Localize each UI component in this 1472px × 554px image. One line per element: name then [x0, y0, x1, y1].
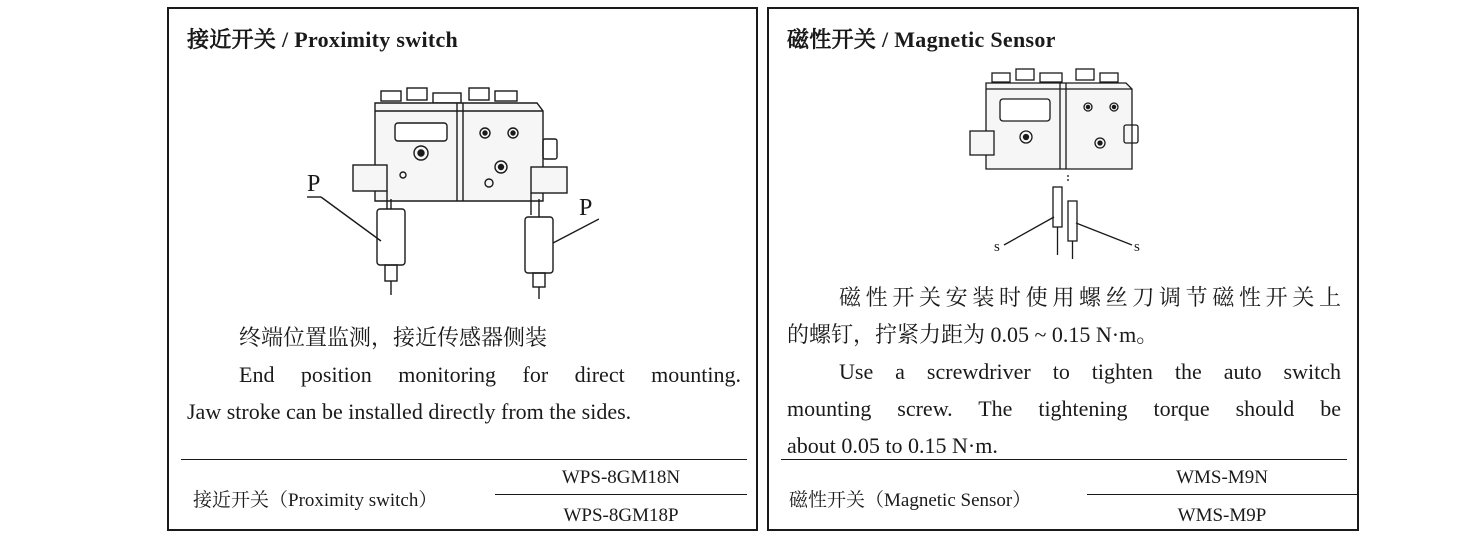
- table-mid-rule: [495, 494, 747, 495]
- description-en-line-2: Jaw stroke can be installed directly from the sides.: [187, 399, 632, 424]
- panel-title: 接近开关 / Proximity switch: [187, 27, 459, 52]
- magnetic-gripper-illustration: [964, 59, 1164, 259]
- callout-s-left: s: [994, 239, 1000, 255]
- description-zh-line-2: 的螺钉，拧紧力距为 0.05 ~ 0.15 N·m。: [787, 322, 1159, 347]
- description: [787, 279, 1341, 464]
- callout-p-right: P: [579, 195, 593, 221]
- table-top-rule: [781, 459, 1347, 460]
- table-mid-rule: [1087, 494, 1357, 495]
- panel-title: 磁性开关 / Magnetic Sensor: [787, 27, 1056, 52]
- description-en-line-1: End position monitoring for direct mounting.: [239, 362, 741, 387]
- model-n: WPS-8GM18N: [561, 467, 681, 488]
- model-p: WPS-8GM18P: [563, 505, 679, 526]
- description: [187, 319, 741, 430]
- description-en-line-3: about 0.05 to 0.15 N·m.: [787, 433, 998, 458]
- description-zh: 终端位置监测，接近传感器侧装: [239, 325, 548, 350]
- model-p: WMS-M9P: [1177, 505, 1267, 526]
- description-zh-line-1: 磁性开关安装时使用螺丝刀调节磁性开关上: [839, 285, 1341, 310]
- table-top-rule: [181, 459, 747, 460]
- callout-s-right: s: [1134, 239, 1140, 255]
- magnetic-sensor-panel: [767, 7, 1359, 531]
- category-label: 磁性开关（Magnetic Sensor）: [789, 490, 1032, 511]
- category-label: 接近开关（Proximity switch）: [193, 490, 438, 511]
- proximity-switch-panel: [167, 7, 758, 531]
- description-en-line-2: mounting screw. The tightening torque should be: [787, 396, 1341, 421]
- callout-p-left: P: [307, 171, 321, 197]
- model-n: WMS-M9N: [1176, 467, 1268, 488]
- description-en-line-1: Use a screwdriver to tighten the auto switch: [839, 359, 1341, 384]
- proximity-gripper-illustration: [299, 71, 599, 303]
